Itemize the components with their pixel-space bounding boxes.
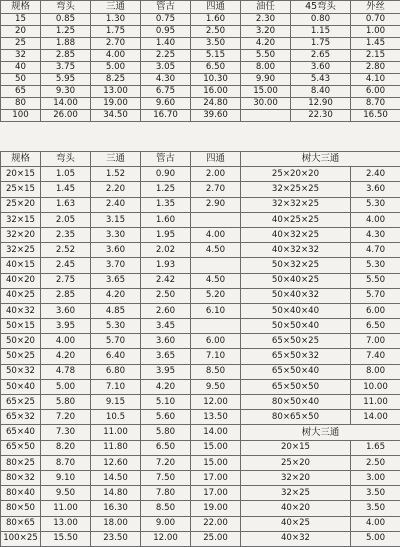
table-cell: 7.20 [141, 455, 191, 470]
reducing-tee-price: 5.00 [351, 531, 400, 546]
table-cell: 7.80 [141, 486, 191, 501]
table-cell: 19.00 [91, 98, 141, 110]
reducing-tee-spec: 40×32 [241, 531, 351, 546]
table-cell: 2.65 [291, 50, 351, 62]
reducing-tee-spec: 32×25×25 [241, 182, 351, 197]
table-row [1, 197, 400, 212]
table-cell: 17.00 [191, 486, 241, 501]
table-cell: 5.80 [141, 425, 191, 440]
table-cell: 65×32 [1, 410, 41, 425]
reducing-tee-spec: 32×25 [241, 486, 351, 501]
table-cell: 11.80 [91, 440, 141, 455]
reducing-tee-price: 1.65 [351, 440, 400, 455]
table-row [1, 395, 400, 410]
table-cell: 7.30 [41, 425, 91, 440]
reducing-tee-spec: 65×50×50 [241, 379, 351, 394]
table-row [1, 212, 400, 227]
table-cell: 17.00 [191, 470, 241, 485]
table-row [1, 62, 400, 74]
table-cell: 5.70 [91, 334, 141, 349]
table-cell: 34.50 [91, 110, 141, 122]
table-cell: 50×15 [1, 319, 41, 334]
table-cell: 2.45 [41, 258, 91, 273]
table-cell: 9.10 [41, 470, 91, 485]
table-cell: 5.10 [141, 395, 191, 410]
reducing-tee-price: 6.50 [351, 319, 400, 334]
table-cell: 1.75 [291, 38, 351, 50]
table-cell: 2.60 [141, 303, 191, 318]
table-cell: 13.00 [41, 516, 91, 531]
table-cell: 1.75 [91, 26, 141, 38]
table-cell: 5.00 [41, 379, 91, 394]
table-cell: 4.10 [351, 74, 400, 86]
table-row [1, 74, 400, 86]
table-cell: 2.85 [41, 50, 91, 62]
table-row [1, 319, 400, 334]
col-elbow-45: 45弯头 [291, 1, 351, 14]
col-elbow: 弯头 [41, 1, 91, 14]
table-cell: 15.00 [241, 86, 291, 98]
col-male-thread: 外丝 [351, 1, 400, 14]
table-cell: 8.00 [241, 62, 291, 74]
reducing-tee-spec: 40×32×32 [241, 243, 351, 258]
table-cell: 10.30 [191, 74, 241, 86]
reducing-tee-price: 7.00 [351, 334, 400, 349]
reducing-tee-price: 2.50 [351, 455, 400, 470]
reducing-tee-price: 14.00 [351, 410, 400, 425]
table-cell: 12.00 [191, 395, 241, 410]
table-cell: 5.95 [41, 74, 91, 86]
reducing-tee-spec: 50×40×25 [241, 273, 351, 288]
reducing-tee-price: 11.00 [351, 395, 400, 410]
table-cell: 15.00 [191, 440, 241, 455]
table-cell: 3.15 [91, 212, 141, 227]
reducing-tee-price: 5.30 [351, 258, 400, 273]
table-row [1, 50, 400, 62]
reducing-tee-spec: 40×25 [241, 516, 351, 531]
table-cell: 22.30 [291, 110, 351, 122]
table-cell: 8.20 [41, 440, 91, 455]
table-cell: 4.20 [141, 379, 191, 394]
table-cell: 65×25 [1, 395, 41, 410]
fitting-price-table-top [0, 0, 400, 122]
table-cell: 23.50 [91, 531, 141, 546]
table-cell: 4.30 [141, 74, 191, 86]
table-cell: 80×65 [1, 516, 41, 531]
table-cell: 7.20 [41, 410, 91, 425]
table-cell: 20×15 [1, 167, 41, 182]
col-coupling: 管古 [141, 152, 191, 167]
table-cell: 3.60 [291, 62, 351, 74]
table-cell: 4.50 [191, 243, 241, 258]
table-cell: 16.50 [351, 110, 400, 122]
table-cell: 4.85 [91, 303, 141, 318]
table-cell: 4.20 [241, 38, 291, 50]
table-cell: 6.40 [91, 349, 141, 364]
table-cell: 2.40 [91, 197, 141, 212]
table-cell: 9.30 [41, 86, 91, 98]
table-cell: 0.90 [141, 167, 191, 182]
table-cell: 5.50 [241, 50, 291, 62]
reducing-tee-spec: 50×32×25 [241, 258, 351, 273]
table-cell: 3.50 [191, 38, 241, 50]
table-cell: 39.60 [191, 110, 241, 122]
col-coupling: 管古 [141, 1, 191, 14]
top-header-row [1, 1, 400, 14]
table-cell: 1.40 [141, 38, 191, 50]
reducing-tee-price: 5.70 [351, 288, 400, 303]
table-row [1, 243, 400, 258]
table-cell: 100×25 [1, 531, 41, 546]
reducing-tee-price: 2.40 [351, 167, 400, 182]
table-cell: 12.90 [291, 98, 351, 110]
table-cell: 6.50 [191, 62, 241, 74]
table-cell: 14.50 [91, 470, 141, 485]
table-cell: 6.50 [141, 440, 191, 455]
table-cell: 25×15 [1, 182, 41, 197]
table-cell: 5.30 [91, 319, 141, 334]
table-cell: 2.42 [141, 273, 191, 288]
table-cell: 15 [1, 14, 41, 26]
table-cell: 32×20 [1, 227, 41, 242]
table-cell: 80×40 [1, 486, 41, 501]
table-cell: 2.35 [41, 227, 91, 242]
table-cell: 3.75 [41, 62, 91, 74]
table-cell: 3.95 [141, 364, 191, 379]
table-row [1, 258, 400, 273]
table-cell: 7.10 [191, 349, 241, 364]
table-cell: 12.00 [141, 531, 191, 546]
table-cell: 14.80 [91, 486, 141, 501]
table-cell: 15.50 [41, 531, 91, 546]
fitting-price-table-bottom [0, 151, 400, 547]
table-cell: 8.50 [191, 364, 241, 379]
col-spec: 规格 [1, 152, 41, 167]
reducing-tee-spec: 50×40×32 [241, 288, 351, 303]
table-cell: 1.52 [91, 167, 141, 182]
table-cell: 1.15 [291, 26, 351, 38]
reducing-tee-spec: 80×65×50 [241, 410, 351, 425]
table-cell: 16.30 [91, 501, 141, 516]
reducing-tee-spec: 32×20 [241, 470, 351, 485]
table-cell: 2.25 [141, 50, 191, 62]
table-cell: 32 [1, 50, 41, 62]
table-row [1, 425, 400, 440]
table-cell: 80×50 [1, 501, 41, 516]
table-cell: 9.90 [241, 74, 291, 86]
table-row [1, 440, 400, 455]
table-cell: 50×25 [1, 349, 41, 364]
table-cell: 3.45 [141, 319, 191, 334]
table-cell: 32×25 [1, 243, 41, 258]
reducing-tee-spec: 40×20 [241, 501, 351, 516]
table-cell: 14.00 [191, 425, 241, 440]
reducing-tee-price: 10.00 [351, 379, 400, 394]
table-cell: 8.70 [41, 455, 91, 470]
table-cell: 9.15 [91, 395, 141, 410]
table-cell: 2.80 [351, 62, 400, 74]
table-cell: 2.85 [41, 288, 91, 303]
table-cell: 3.60 [91, 243, 141, 258]
table-cell: 2.30 [241, 14, 291, 26]
table-cell: 25 [1, 38, 41, 50]
reducing-tee-price: 3.60 [351, 182, 400, 197]
reducing-tee-price: 6.00 [351, 303, 400, 318]
table-cell: 7.10 [91, 379, 141, 394]
table-cell: 5.00 [91, 62, 141, 74]
table-cell: 40×15 [1, 258, 41, 273]
table-row [1, 86, 400, 98]
col-tee: 三通 [91, 1, 141, 14]
table-row [1, 410, 400, 425]
reducing-tee-subheader: 树大三通 [241, 425, 400, 440]
reducing-tee-spec: 40×25×25 [241, 212, 351, 227]
table-cell: 8.70 [351, 98, 400, 110]
table-cell: 5.80 [41, 395, 91, 410]
table-cell: 0.70 [351, 14, 400, 26]
table-row [1, 303, 400, 318]
table-row [1, 455, 400, 470]
table-row [1, 531, 400, 546]
table-cell: 2.75 [41, 273, 91, 288]
table-cell: 2.05 [41, 212, 91, 227]
table-cell: 7.50 [141, 470, 191, 485]
reducing-tee-spec: 40×32×25 [241, 227, 351, 242]
bottom-header-row [1, 152, 400, 167]
table-cell: 80×32 [1, 470, 41, 485]
table-cell: 1.00 [351, 26, 400, 38]
table-cell: 2.15 [351, 50, 400, 62]
table-cell: 14.00 [41, 98, 91, 110]
table-cell: 1.05 [41, 167, 91, 182]
table-cell: 3.60 [141, 334, 191, 349]
reducing-tee-price: 3.50 [351, 486, 400, 501]
table-cell [191, 258, 241, 273]
table-cell: 9.60 [141, 98, 191, 110]
table-cell: 9.50 [41, 486, 91, 501]
table-cell: 10.5 [91, 410, 141, 425]
table-cell: 100 [1, 110, 41, 122]
col-cross: 四通 [191, 152, 241, 167]
table-row [1, 273, 400, 288]
table-row [1, 364, 400, 379]
table-cell: 65 [1, 86, 41, 98]
table-cell: 0.95 [141, 26, 191, 38]
table-row [1, 349, 400, 364]
col-union: 油任 [241, 1, 291, 14]
table-row [1, 516, 400, 531]
table-cell [241, 110, 291, 122]
table-row [1, 182, 400, 197]
col-elbow: 弯头 [41, 152, 91, 167]
table-cell: 4.00 [91, 50, 141, 62]
table-cell: 16.70 [141, 110, 191, 122]
table-cell: 3.20 [241, 26, 291, 38]
table-row [1, 501, 400, 516]
table-cell: 4.78 [41, 364, 91, 379]
table-cell: 5.15 [191, 50, 241, 62]
table-cell: 20 [1, 26, 41, 38]
table-row [1, 470, 400, 485]
col-tee: 三通 [91, 152, 141, 167]
table-cell [191, 319, 241, 334]
table-cell: 6.80 [91, 364, 141, 379]
table-cell: 3.65 [141, 349, 191, 364]
table-cell: 1.25 [141, 182, 191, 197]
reducing-tee-price: 5.50 [351, 273, 400, 288]
table-cell: 2.50 [141, 288, 191, 303]
reducing-tee-price: 7.40 [351, 349, 400, 364]
reducing-tee-price: 4.00 [351, 516, 400, 531]
table-cell: 13.00 [91, 86, 141, 98]
table-cell: 2.52 [41, 243, 91, 258]
table-cell: 4.20 [41, 349, 91, 364]
table-cell: 0.85 [41, 14, 91, 26]
table-cell: 11.00 [41, 501, 91, 516]
table-cell: 2.02 [141, 243, 191, 258]
table-cell: 3.70 [91, 258, 141, 273]
table-row [1, 110, 400, 122]
table-cell: 80×25 [1, 455, 41, 470]
table-cell: 80 [1, 98, 41, 110]
table-cell: 65×40 [1, 425, 41, 440]
reducing-tee-price: 3.50 [351, 501, 400, 516]
table-cell: 11.00 [91, 425, 141, 440]
col-spec: 规格 [1, 1, 41, 14]
table-cell [191, 212, 241, 227]
table-row [1, 334, 400, 349]
reducing-tee-spec: 50×50×40 [241, 319, 351, 334]
table-cell: 5.60 [141, 410, 191, 425]
table-row [1, 167, 400, 182]
table-cell: 12.60 [91, 455, 141, 470]
table-cell: 6.75 [141, 86, 191, 98]
table-cell: 1.25 [41, 26, 91, 38]
table-row [1, 98, 400, 110]
table-row [1, 486, 400, 501]
table-cell: 1.60 [141, 212, 191, 227]
table-row [1, 288, 400, 303]
table-row [1, 14, 400, 26]
table-cell: 16.00 [191, 86, 241, 98]
table-cell: 8.50 [141, 501, 191, 516]
reducing-tee-spec: 25×20 [241, 455, 351, 470]
table-cell: 50×40 [1, 379, 41, 394]
table-cell: 1.88 [41, 38, 91, 50]
table-cell: 30.00 [241, 98, 291, 110]
table-cell: 5.43 [291, 74, 351, 86]
reducing-tee-price: 3.00 [351, 470, 400, 485]
table-cell: 2.50 [191, 26, 241, 38]
table-cell: 32×15 [1, 212, 41, 227]
reducing-tee-spec: 25×20×20 [241, 167, 351, 182]
table-cell: 9.00 [141, 516, 191, 531]
table-cell: 4.00 [191, 227, 241, 242]
reducing-tee-spec: 65×50×25 [241, 334, 351, 349]
table-cell: 3.95 [41, 319, 91, 334]
table-cell: 0.80 [291, 14, 351, 26]
table-row [1, 38, 400, 50]
table-cell: 26.00 [41, 110, 91, 122]
table-cell: 1.45 [41, 182, 91, 197]
table-cell: 1.63 [41, 197, 91, 212]
table-cell: 40×32 [1, 303, 41, 318]
table-cell: 1.95 [141, 227, 191, 242]
table-cell: 2.00 [191, 167, 241, 182]
table-cell: 1.30 [91, 14, 141, 26]
table-cell: 18.00 [91, 516, 141, 531]
table-cell: 3.05 [141, 62, 191, 74]
table-cell: 25×20 [1, 197, 41, 212]
table-cell: 4.50 [191, 273, 241, 288]
reducing-tee-price: 5.30 [351, 197, 400, 212]
table-row [1, 26, 400, 38]
table-cell: 1.35 [141, 197, 191, 212]
table-cell: 6.10 [191, 303, 241, 318]
table-cell: 0.75 [141, 14, 191, 26]
table-cell: 6.00 [351, 86, 400, 98]
table-row [1, 379, 400, 394]
table-cell: 4.00 [41, 334, 91, 349]
table-cell: 15.00 [191, 455, 241, 470]
reducing-tee-price: 8.00 [351, 364, 400, 379]
table-cell: 2.20 [91, 182, 141, 197]
table-row [1, 227, 400, 242]
table-cell: 1.60 [191, 14, 241, 26]
reducing-tee-price: 4.30 [351, 227, 400, 242]
table-cell: 50 [1, 74, 41, 86]
table-cell: 24.80 [191, 98, 241, 110]
reducing-tee-price: 4.70 [351, 243, 400, 258]
table-cell: 40 [1, 62, 41, 74]
table-cell: 1.45 [351, 38, 400, 50]
reducing-tee-spec: 65×50×32 [241, 349, 351, 364]
table-cell: 3.30 [91, 227, 141, 242]
table-cell: 25.00 [191, 531, 241, 546]
reducing-tee-spec: 80×50×40 [241, 395, 351, 410]
reducing-tee-price: 4.00 [351, 212, 400, 227]
table-cell: 2.70 [91, 38, 141, 50]
reducing-tee-spec: 20×15 [241, 440, 351, 455]
table-cell: 40×20 [1, 273, 41, 288]
table-cell: 5.20 [191, 288, 241, 303]
table-cell: 3.60 [41, 303, 91, 318]
table-cell: 40×25 [1, 288, 41, 303]
table-cell: 8.25 [91, 74, 141, 86]
reducing-tee-spec: 50×40×40 [241, 303, 351, 318]
reducing-tee-spec: 65×50×40 [241, 364, 351, 379]
table-cell: 2.90 [191, 197, 241, 212]
table-cell: 4.20 [91, 288, 141, 303]
table-cell: 3.65 [91, 273, 141, 288]
table-cell: 22.00 [191, 516, 241, 531]
col-cross: 四通 [191, 1, 241, 14]
table-cell: 65×50 [1, 440, 41, 455]
table-cell: 50×32 [1, 364, 41, 379]
table-cell: 8.40 [291, 86, 351, 98]
table-cell: 1.93 [141, 258, 191, 273]
table-cell: 2.70 [191, 182, 241, 197]
table-cell: 19.00 [191, 501, 241, 516]
table-cell: 9.50 [191, 379, 241, 394]
table-cell: 13.50 [191, 410, 241, 425]
col-reducing-tee: 树大三通 [241, 152, 400, 167]
table-cell: 50×20 [1, 334, 41, 349]
table-cell: 6.00 [191, 334, 241, 349]
reducing-tee-spec: 32×32×25 [241, 197, 351, 212]
